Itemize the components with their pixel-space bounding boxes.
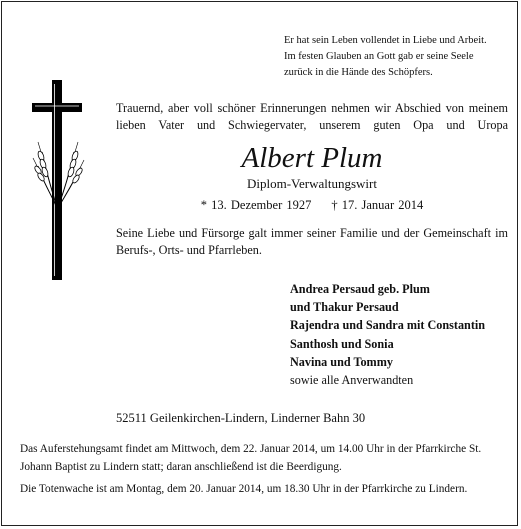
obituary-notice	[1, 1, 518, 526]
mourner-name: Rajendra und Sandra mit Constantin	[290, 318, 486, 333]
mourner-name: Santhosh und Sonia	[290, 336, 394, 351]
quote-line: zurück in die Hände des Schöpfers.	[284, 67, 433, 78]
life-dates	[116, 196, 508, 214]
mourner-name: Andrea Persaud geb. Plum	[290, 282, 430, 296]
mourners-closing: sowie alle Anverwandten	[290, 373, 414, 388]
birth-date: * 13. Dezember 1927	[200, 198, 312, 212]
family-address: 52511 Geilenkirchen-Lindern, Linderner Bahn 30	[116, 411, 366, 425]
vigil-info: Die Totenwache ist am Montag, dem 20. Januar 2014, um 18.30 Uhr in der Pfarrkirche zu Lindern.	[20, 483, 468, 495]
deceased-name: Albert Plum	[241, 142, 383, 174]
deceased-title: Diplom-Verwaltungswirt	[247, 176, 377, 191]
epitaph-quote	[284, 33, 514, 81]
mourner-name: und Thakur Persaud	[290, 300, 399, 315]
funeral-info: Das Auferstehungsamt findet am Mittwoch, dem 22. Januar 2014, um 14.00 Uhr in der Pfarrkirche St. Johann Baptist zu Lindern statt; daran anschließend ist die Beerdigung.	[20, 443, 482, 473]
death-date: † 17. Januar 2014	[331, 198, 424, 212]
mourner-name: Navina und Tommy	[290, 354, 393, 369]
intro-text: Trauernd, aber voll schöner Erinnerungen nehmen wir Abschied von meinem lieben Vater und Schwiegervater, unserem guten Opa und Uropa	[116, 101, 508, 132]
mourners-list	[290, 280, 515, 389]
care-text: Seine Liebe und Fürsorge galt immer seiner Familie und der Gemeinschaft im Berufs-, Orts- und Pfarrleben.	[116, 226, 508, 257]
quote-line: Im festen Glauben an Gott gab er seine Seele	[284, 51, 474, 62]
cross-with-wheat-icon	[32, 80, 102, 280]
quote-line: Er hat sein Leben vollendet in Liebe und Arbeit.	[284, 35, 487, 46]
